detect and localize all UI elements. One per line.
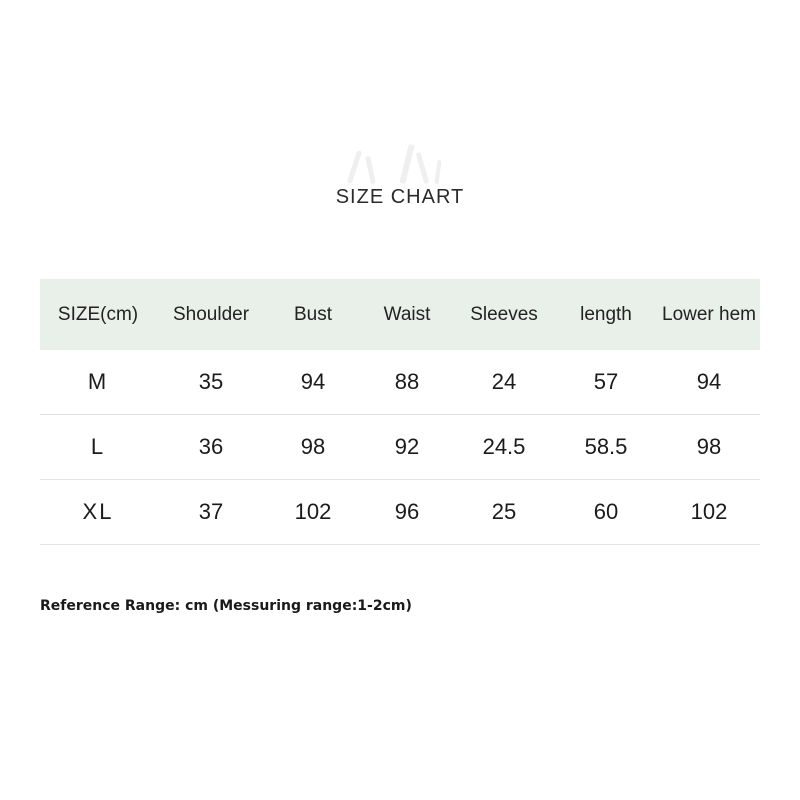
cell-shoulder: 37 bbox=[198, 499, 224, 524]
size-table bbox=[40, 279, 760, 545]
column-header-waist: Waist bbox=[383, 303, 431, 325]
cell-lower-hem: 94 bbox=[696, 369, 722, 394]
cell-lower-hem: 98 bbox=[696, 434, 722, 459]
cell-bust: 102 bbox=[294, 499, 332, 524]
cell-size: M bbox=[87, 369, 109, 394]
table-header bbox=[40, 279, 760, 350]
watermark-stroke bbox=[365, 156, 376, 184]
column-header-sleeves: Sleeves bbox=[470, 303, 538, 325]
watermark-stroke bbox=[399, 144, 414, 184]
cell-sleeves: 24.5 bbox=[482, 434, 526, 459]
column-header-bust: Bust bbox=[293, 303, 333, 325]
cell-size: XL bbox=[82, 499, 114, 524]
watermark-stroke bbox=[416, 152, 430, 184]
cell-size: L bbox=[90, 434, 106, 459]
cell-length: 60 bbox=[593, 499, 619, 524]
table-row bbox=[40, 415, 760, 480]
cell-sleeves: 24 bbox=[491, 369, 517, 394]
watermark-stroke bbox=[347, 150, 362, 184]
cell-bust: 94 bbox=[300, 369, 326, 394]
watermark-stroke bbox=[434, 160, 441, 184]
column-header-length: length bbox=[580, 303, 632, 325]
page-title: SIZE CHART bbox=[335, 186, 465, 208]
cell-length: 57 bbox=[593, 369, 619, 394]
column-header-lower-hem: Lower hem bbox=[662, 303, 756, 325]
column-header-size: SIZE(cm) bbox=[57, 303, 139, 325]
cell-shoulder: 35 bbox=[198, 369, 224, 394]
cell-waist: 96 bbox=[394, 499, 420, 524]
cell-bust: 98 bbox=[300, 434, 326, 459]
size-table-container bbox=[40, 279, 760, 545]
cell-lower-hem: 102 bbox=[690, 499, 728, 524]
cell-waist: 92 bbox=[394, 434, 420, 459]
table-row bbox=[40, 480, 760, 545]
cell-waist: 88 bbox=[394, 369, 420, 394]
cell-sleeves: 25 bbox=[491, 499, 517, 524]
table-header-row bbox=[40, 279, 760, 350]
table-body bbox=[40, 350, 760, 545]
reference-range-note: Reference Range: cm (Messuring range:1-2cm) bbox=[40, 598, 412, 614]
column-header-shoulder: Shoulder bbox=[172, 303, 250, 325]
cell-shoulder: 36 bbox=[198, 434, 224, 459]
cell-length: 58.5 bbox=[584, 434, 628, 459]
table-row bbox=[40, 350, 760, 415]
